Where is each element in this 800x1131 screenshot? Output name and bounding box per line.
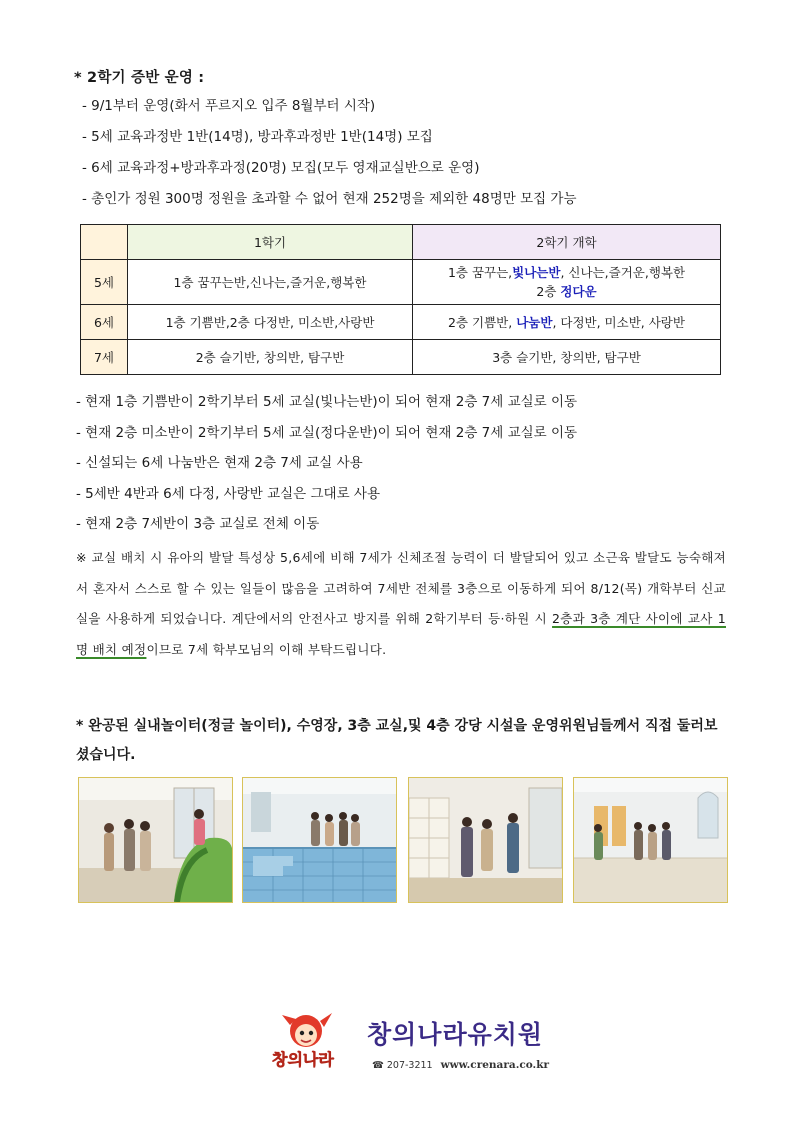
- table-header-row: [81, 225, 721, 260]
- classroom-move-notes: [76, 391, 736, 544]
- photo-jungle-playground: [78, 777, 233, 903]
- age-cell: 7세: [81, 340, 128, 375]
- classroom-table: [80, 224, 721, 375]
- photo-auditorium: [573, 777, 728, 903]
- paragraph-text: ※ 교실 배치 시 유아의 발달 특성상 5,6세에 비해 7세가 신체조절 능력이 더 발달되어 있고 소근육 발달도 능숙해져서 혼자서 스스로 할 수 있는 일들이 많음을 고려하여 7세반 전체를 3층으로 이동하게 되어 8/12(목) 개학부터 신교실을 사용하게 되었습니다. 계단에서의 안전사고 방지를 위해 2학기부터 등·하원 시: [76, 550, 726, 626]
- section-title-semester2: * 2학기 증반 운영 :: [74, 70, 205, 86]
- photo-classroom: [408, 777, 563, 903]
- semester2-bullet-list: [82, 95, 742, 219]
- kindergarten-name: 창의나라유치원: [367, 1020, 544, 1049]
- header-semester1: 1학기: [128, 225, 413, 260]
- cell-text: 2층 기쁨반,: [448, 315, 517, 330]
- cell-text: 2층: [536, 284, 561, 299]
- list-item: - 총인가 정원 300명 정원을 초과할 수 없어 현재 252명을 제외한 48명만 모집 가능: [82, 191, 577, 207]
- highlight-new-class: 나눔반: [516, 315, 553, 330]
- list-item: - 5세반 4반과 6세 다정, 사랑반 교실은 그대로 사용: [76, 485, 380, 502]
- photo-strip: [78, 777, 720, 903]
- underlined-teacher-notice: 2층과 3층 계단 사이에 교사 1명 배치 예정: [76, 611, 726, 657]
- list-item: - 현재 1층 기쁨반이 2학기부터 5세 교실(빛나는반)이 되어 현재 2층 7세 교실로 이동: [76, 394, 578, 410]
- list-item: - 신설되는 6세 나눔반은 현재 2층 7세 교실 사용: [76, 455, 363, 471]
- semester1-cell: 1층 기쁨반,2층 다정반, 미소반,사랑반: [128, 305, 413, 340]
- cell-text: , 다정반, 미소반, 사랑반: [552, 315, 685, 330]
- cell-text: 1층 꿈꾸는,: [447, 265, 513, 280]
- photo-swimming-pool: [242, 777, 397, 903]
- header-blank-cell: [81, 225, 128, 260]
- logo-wordmark: 창의나라: [272, 1050, 334, 1069]
- highlight-new-class: 정다운: [560, 284, 597, 299]
- cell-text: , 신나는,즐거운,행복한: [560, 265, 686, 280]
- semester1-cell: 2층 슬기반, 창의반, 탐구반: [128, 340, 413, 375]
- semester2-cell: 3층 슬기반, 창의반, 탐구반: [413, 340, 721, 375]
- highlight-new-class: 빛나는반: [512, 265, 561, 280]
- list-item: - 9/1부터 운영(화서 푸르지오 입주 8월부터 시작): [82, 98, 376, 114]
- table-row: [81, 260, 721, 305]
- table-row: [81, 305, 721, 340]
- footer-phone: ☎ 207-3211: [372, 1060, 433, 1071]
- table-row: [81, 340, 721, 375]
- header-semester2: 2학기 개학: [413, 225, 721, 260]
- semester2-cell: [413, 260, 721, 305]
- kindergarten-logo: [270, 1009, 350, 1071]
- paragraph-text: 이므로 7세 학부모님의 이해 부탁드립니다.: [146, 641, 387, 657]
- notice-paragraph: [76, 543, 726, 665]
- list-item: - 5세 교육과정반 1반(14명), 방과후과정반 1반(14명) 모집: [82, 129, 433, 145]
- semester1-cell: 1층 꿈꾸는반,신나는,즐거운,행복한: [128, 260, 413, 305]
- semester2-cell: [413, 305, 721, 340]
- list-item: - 현재 2층 7세반이 3층 교실로 전체 이동: [76, 516, 320, 532]
- age-cell: 5세: [81, 260, 128, 305]
- age-cell: 6세: [81, 305, 128, 340]
- list-item: - 6세 교육과정+방과후과정(20명) 모집(모두 영재교실반으로 운영): [82, 160, 480, 176]
- facility-tour-heading: * 완공된 실내놀이터(정글 놀이터), 수영장, 3층 교실,및 4층 강당 시설을 운영위원님들께서 직접 둘러보셨습니다.: [76, 718, 718, 763]
- list-item: - 현재 2층 미소반이 2학기부터 5세 교실(정다운반)이 되어 현재 2층 7세 교실로 이동: [76, 424, 578, 441]
- footer-website-link[interactable]: www.crenara.co.kr: [440, 1059, 550, 1071]
- footer-contact: [372, 1059, 549, 1071]
